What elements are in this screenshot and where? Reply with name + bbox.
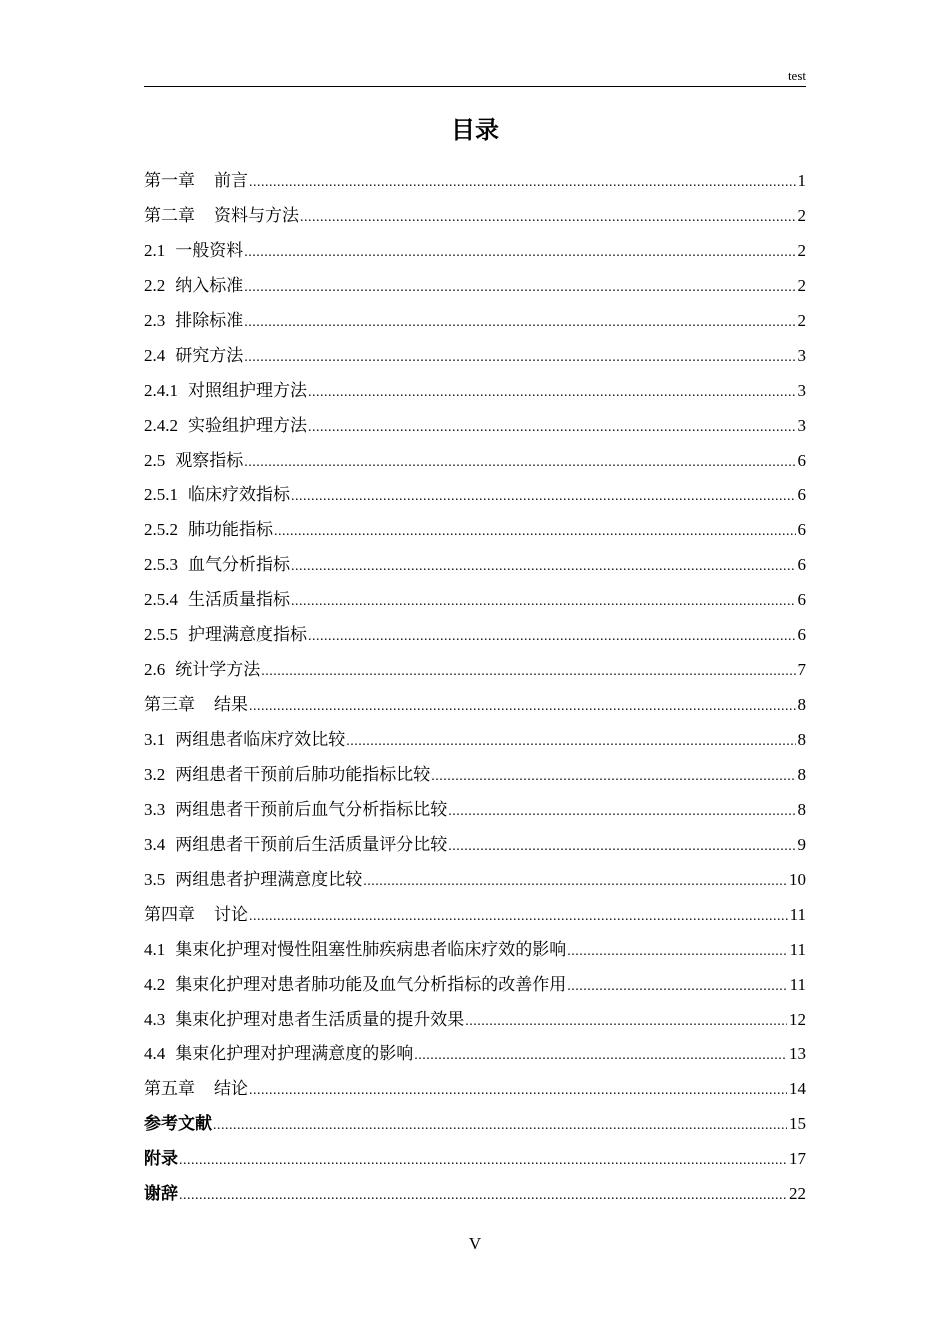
toc-dot-leader (308, 376, 796, 411)
toc-entry-page: 17 (789, 1149, 806, 1169)
toc-entry-page: 2 (797, 240, 806, 260)
toc-entry-label: 结论 (214, 1079, 248, 1100)
toc-entry-label: 两组患者临床疗效比较 (175, 730, 346, 750)
toc-dot-leader (244, 341, 795, 376)
toc-entry[interactable] (144, 898, 806, 933)
toc-entry-number: 2.5.3 (144, 555, 178, 575)
toc-entry-label: 前言 (214, 171, 248, 191)
toc-entry-label: 结果 (214, 695, 248, 716)
toc-entry[interactable] (144, 1003, 806, 1038)
toc-entry[interactable] (144, 758, 806, 793)
toc-entry-page: 8 (797, 730, 806, 749)
toc-entry-label: 两组患者护理满意度比较 (175, 869, 363, 890)
toc-entry-page: 14 (789, 1079, 806, 1099)
toc-entry-page: 15 (789, 1114, 806, 1134)
toc-entry[interactable] (144, 688, 806, 723)
toc-entry-number: 2.5.4 (144, 590, 178, 610)
toc-entry-page: 6 (797, 485, 806, 505)
toc-entry[interactable] (144, 339, 806, 374)
toc-dot-leader (179, 1179, 787, 1214)
toc-entry-label: 集束化护理对慢性阻塞性肺疾病患者临床疗效的影响 (175, 939, 567, 960)
toc-entry-page: 11 (789, 974, 806, 994)
toc-entry[interactable] (144, 409, 806, 444)
toc-entry-label: 实验组护理方法 (188, 415, 307, 436)
toc-dot-leader (300, 201, 796, 236)
toc-entry-page: 11 (789, 904, 806, 924)
toc-entry[interactable] (144, 1107, 806, 1142)
toc-entry-label: 统计学方法 (175, 660, 261, 681)
toc-entry-label: 集束化护理对患者肺功能及血气分析指标的改善作用 (175, 974, 567, 995)
toc-entry[interactable] (144, 653, 806, 688)
toc-entry[interactable] (144, 199, 806, 234)
toc-entry-number: 2.2 (144, 275, 166, 295)
toc-entry-label: 肺功能指标 (188, 520, 273, 541)
toc-dot-leader (249, 900, 788, 935)
toc-entry-number: 第三章 (144, 695, 195, 716)
header-rule (144, 86, 806, 87)
toc-dot-leader (249, 166, 796, 201)
toc-entry-label: 观察指标 (175, 450, 244, 471)
toc-entry-page: 3 (797, 380, 806, 400)
toc-entry-page: 3 (797, 345, 806, 365)
toc-entry-page: 2 (797, 205, 806, 225)
toc-entry-label: 一般资料 (175, 240, 244, 261)
toc-entry-page: 7 (797, 660, 806, 680)
toc-entry-page: 6 (797, 450, 806, 470)
toc-entry-label: 谢辞 (144, 1184, 178, 1205)
toc-entry[interactable] (144, 164, 806, 199)
toc-dot-leader (244, 236, 795, 271)
toc-entry-number: 2.6 (144, 660, 166, 680)
toc-entry-number: 第四章 (144, 904, 195, 925)
toc-entry-number: 3.1 (144, 730, 166, 749)
toc-entry-number: 2.1 (144, 240, 166, 260)
toc-entry[interactable] (144, 583, 806, 618)
toc-dot-leader (244, 271, 795, 306)
toc-entry-page: 6 (797, 555, 806, 575)
toc-entry-number: 4.4 (144, 1044, 166, 1064)
toc-entry[interactable] (144, 1177, 806, 1212)
toc-dot-leader (431, 760, 795, 795)
toc-entry-label: 两组患者干预前后肺功能指标比较 (175, 764, 431, 785)
toc-entry[interactable] (144, 828, 806, 863)
toc-entry[interactable] (144, 933, 806, 968)
toc-dot-leader (244, 446, 795, 481)
toc-entry[interactable] (144, 513, 806, 548)
toc-entry[interactable] (144, 968, 806, 1003)
toc-dot-leader (308, 620, 796, 655)
toc-entry-number: 2.5.2 (144, 520, 178, 540)
toc-entry-number: 第五章 (144, 1079, 195, 1100)
running-header: test (787, 68, 806, 83)
toc-entry-page: 8 (797, 695, 806, 715)
toc-entry-label: 资料与方法 (214, 205, 299, 226)
toc-entry-number: 3.2 (144, 764, 166, 784)
toc-entry-page: 6 (797, 590, 806, 610)
toc-entry-number: 3.5 (144, 869, 166, 889)
toc-entry-label: 参考文献 (144, 1114, 212, 1135)
toc-entry[interactable] (144, 234, 806, 269)
toc-entry-page: 6 (797, 625, 806, 645)
footer-page-number: V (468, 1234, 482, 1253)
toc-entry[interactable] (144, 863, 806, 898)
toc-entry-label: 研究方法 (175, 345, 244, 366)
toc-title: 目录 (451, 116, 499, 144)
toc-entry-page: 9 (797, 834, 806, 854)
toc-entry[interactable] (144, 1142, 806, 1177)
toc-entry-number: 4.3 (144, 1009, 166, 1029)
toc-entry-number: 2.4 (144, 345, 166, 365)
toc-entry-number: 第二章 (144, 205, 195, 226)
toc-entry[interactable] (144, 304, 806, 339)
toc-entry-label: 生活质量指标 (188, 590, 290, 611)
toc-dot-leader (261, 655, 795, 690)
toc-entry-page: 6 (797, 520, 806, 540)
toc-dot-leader (179, 1144, 787, 1179)
toc-dot-leader (244, 306, 795, 341)
toc-dot-leader (448, 830, 795, 865)
toc-dot-leader (567, 935, 787, 970)
toc-entry-label: 对照组护理方法 (188, 380, 307, 401)
toc-dot-leader (567, 970, 787, 1005)
toc-entry-page: 10 (789, 869, 806, 889)
toc-entry[interactable] (144, 1037, 806, 1072)
toc-dot-leader (249, 1074, 787, 1109)
toc-entry[interactable] (144, 618, 806, 653)
toc-entry-label: 两组患者干预前后血气分析指标比较 (175, 799, 448, 820)
toc-entry-label: 纳入标准 (175, 275, 244, 296)
toc-entry-number: 3.3 (144, 799, 166, 819)
toc-entry-page: 8 (797, 799, 806, 819)
toc-dot-leader (274, 515, 796, 550)
toc-entry-page: 2 (797, 310, 806, 330)
toc-dot-leader (291, 550, 796, 585)
toc-entry-page: 1 (797, 171, 806, 190)
toc-entry-number: 2.4.1 (144, 380, 178, 400)
toc-dot-leader (465, 1005, 787, 1040)
toc-entry-number: 4.2 (144, 974, 166, 994)
toc-entry-number: 4.1 (144, 939, 166, 959)
toc-entry-number: 3.4 (144, 834, 166, 854)
toc-dot-leader (308, 411, 796, 446)
toc-entry-number: 2.5 (144, 450, 166, 470)
toc-entry[interactable] (144, 444, 806, 479)
toc-entry[interactable] (144, 374, 806, 409)
toc-dot-leader (249, 690, 796, 725)
toc-entry-number: 2.5.1 (144, 485, 178, 505)
toc-entry-number: 2.4.2 (144, 415, 178, 435)
toc-dot-leader (291, 585, 796, 620)
toc-entry-label: 集束化护理对患者生活质量的提升效果 (175, 1009, 465, 1030)
toc-entry-page: 8 (797, 764, 806, 784)
toc-dot-leader (213, 1109, 787, 1144)
toc-dot-leader (363, 865, 787, 900)
toc-entry-number: 第一章 (144, 171, 195, 191)
toc-entry-page: 13 (789, 1044, 806, 1064)
toc-entry-page: 2 (797, 275, 806, 295)
toc-entry[interactable] (144, 548, 806, 583)
toc-dot-leader (414, 1039, 787, 1074)
toc-entry-number: 2.5.5 (144, 625, 178, 645)
toc-entry-label: 附录 (144, 1149, 178, 1170)
toc-entry-number: 2.3 (144, 310, 166, 330)
toc-entry-label: 临床疗效指标 (188, 485, 290, 506)
toc-dot-leader (448, 795, 795, 830)
toc-entry-page: 3 (797, 415, 806, 435)
toc-entry[interactable] (144, 269, 806, 304)
table-of-contents (144, 164, 806, 1212)
toc-entry-label: 排除标准 (175, 310, 244, 331)
toc-entry[interactable] (144, 1072, 806, 1107)
toc-entry-page: 22 (789, 1184, 806, 1204)
toc-entry-page: 11 (789, 939, 806, 959)
toc-entry-page: 12 (789, 1009, 806, 1029)
toc-entry[interactable] (144, 723, 806, 758)
toc-entry-label: 护理满意度指标 (188, 625, 307, 646)
toc-entry[interactable] (144, 793, 806, 828)
toc-entry-label: 集束化护理对护理满意度的影响 (175, 1044, 414, 1065)
toc-dot-leader (346, 725, 795, 760)
toc-entry-label: 两组患者干预前后生活质量评分比较 (175, 834, 448, 855)
toc-dot-leader (291, 480, 796, 515)
toc-entry-label: 血气分析指标 (188, 555, 290, 576)
toc-entry[interactable] (144, 478, 806, 513)
toc-entry-label: 讨论 (214, 904, 248, 925)
